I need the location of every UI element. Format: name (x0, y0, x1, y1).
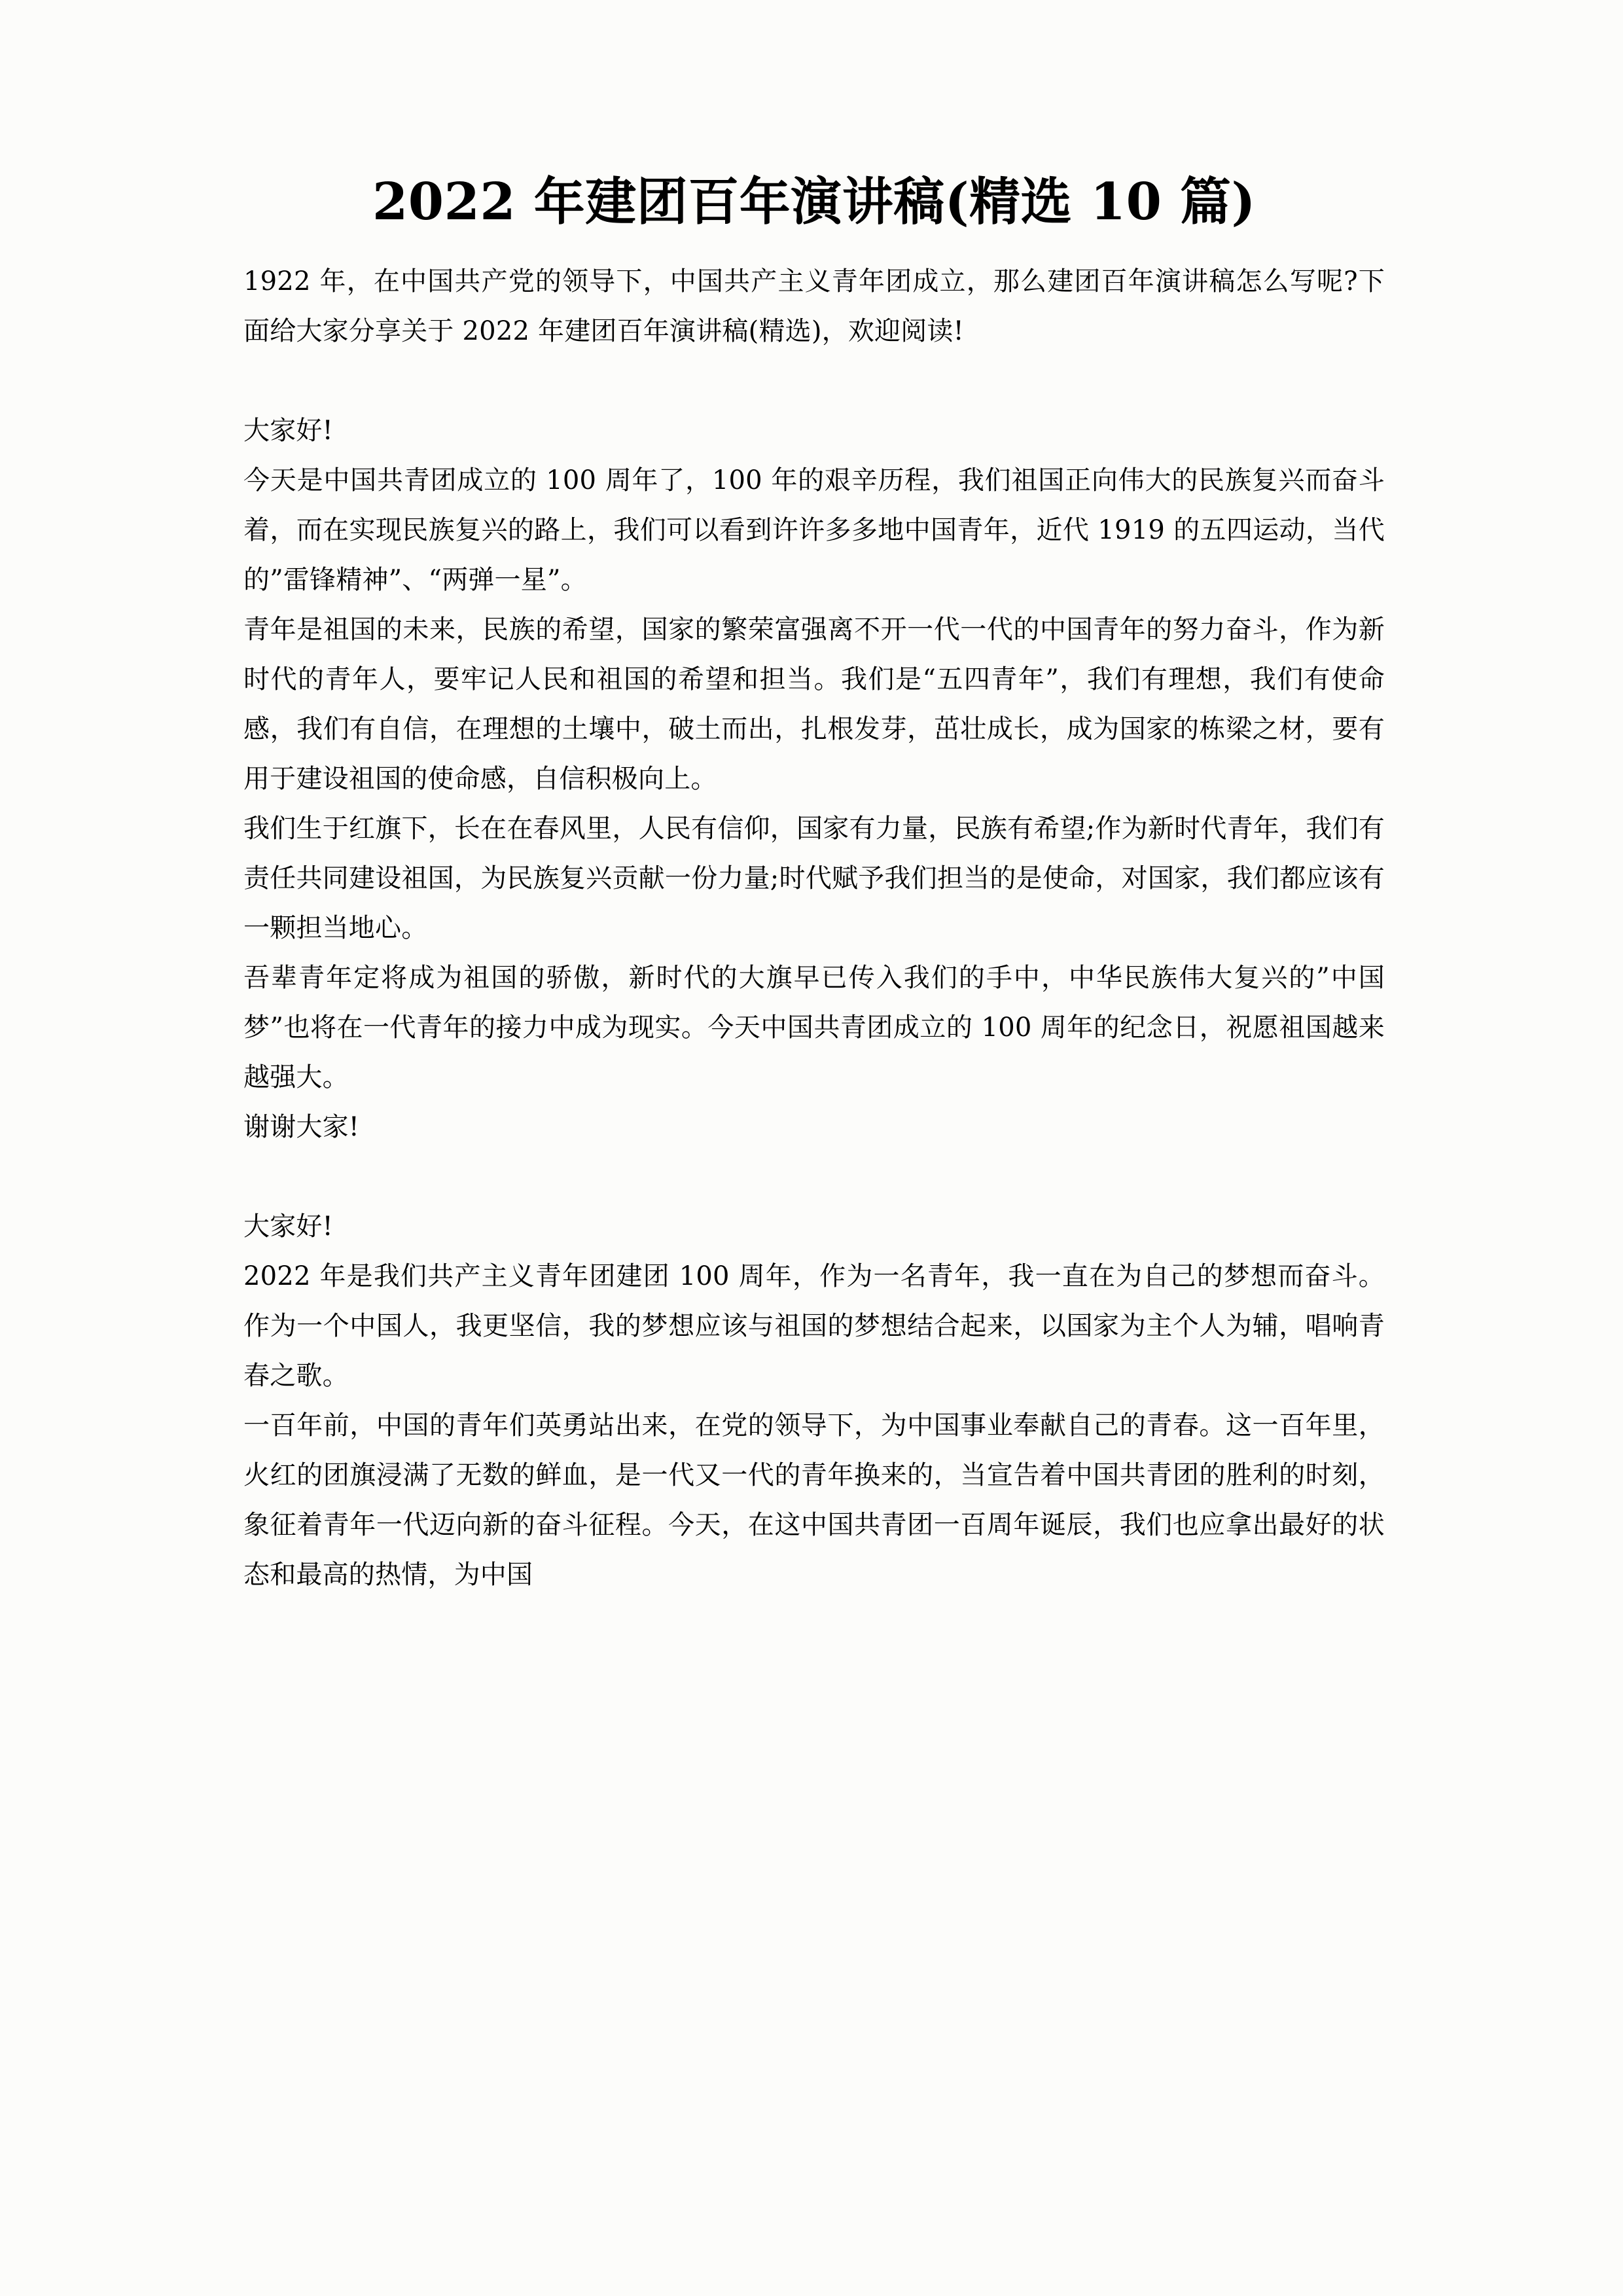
speech-one-greeting: 大家好! (243, 415, 333, 446)
section-spacer-1 (243, 356, 1385, 406)
speech-one-paragraph-2: 青年是祖国的未来，民族的希望，国家的繁荣富强离不开一代一代的中国青年的努力奋斗，作为新时代的青年人，要牢记人民和祖国的希望和担当。我们是“五四青年”，我们有理想，我们有使命感，我们有自信，在理想的土壤中，破土而出，扎根发芽，茁壮成长，成为国家的栋梁之材，要有用于建设祖国的使命感，自信积极向上。 (243, 614, 1385, 794)
speech-two-paragraph-2: 一百年前，中国的青年们英勇站出来，在党的领导下，为中国事业奉献自己的青春。这一百年里，火红的团旗浸满了无数的鲜血，是一代又一代的青年换来的，当宣告着中国共青团的胜利的时刻，象征着青年一代迈向新的奋斗征程。今天，在这中国共青团一百周年诞辰，我们也应拿出最好的状态和最高的热情，为中国 (243, 1410, 1385, 1590)
document-content (243, 170, 1385, 1600)
speech-two-paragraph-1: 2022 年是我们共产主义青年团建团 100 周年，作为一名青年，我一直在为自己的梦想而奋斗。作为一个中国人，我更坚信，我的梦想应该与祖国的梦想结合起来，以国家为主个人为辅，唱响青春之歌。 (243, 1261, 1385, 1391)
speech-one-closing: 谢谢大家! (243, 1111, 360, 1142)
speech-one-paragraph-1: 今天是中国共青团成立的 100 周年了，100 年的艰辛历程，我们祖国正向伟大的民族复兴而奋斗着，而在实现民族复兴的路上，我们可以看到许许多多地中国青年，近代 1919 的五四运动，当代的”雷锋精神”、“两弹一星”。 (243, 465, 1385, 595)
speech-one-paragraph-3: 我们生于红旗下，长在在春风里，人民有信仰，国家有力量，民族有希望;作为新时代青年，我们有责任共同建设祖国，为民族复兴贡献一份力量;时代赋予我们担当的是使命，对国家，我们都应该有一颗担当地心。 (243, 813, 1385, 943)
speech-two-greeting: 大家好! (243, 1211, 333, 1242)
speech-one-paragraph-4: 吾辈青年定将成为祖国的骄傲，新时代的大旗早已传入我们的手中，中华民族伟大复兴的”中国梦”也将在一代青年的接力中成为现实。今天中国共青团成立的 100 周年的纪念日，祝愿祖国越来越强大。 (243, 962, 1385, 1092)
section-spacer-2 (243, 1152, 1385, 1202)
intro-paragraph: 1922 年，在中国共产党的领导下，中国共产主义青年团成立，那么建团百年演讲稿怎么写呢?下面给大家分享关于 2022 年建团百年演讲稿(精选)，欢迎阅读! (243, 266, 1385, 346)
page-title: 2022 年建团百年演讲稿(精选 10 篇) (372, 172, 1256, 232)
